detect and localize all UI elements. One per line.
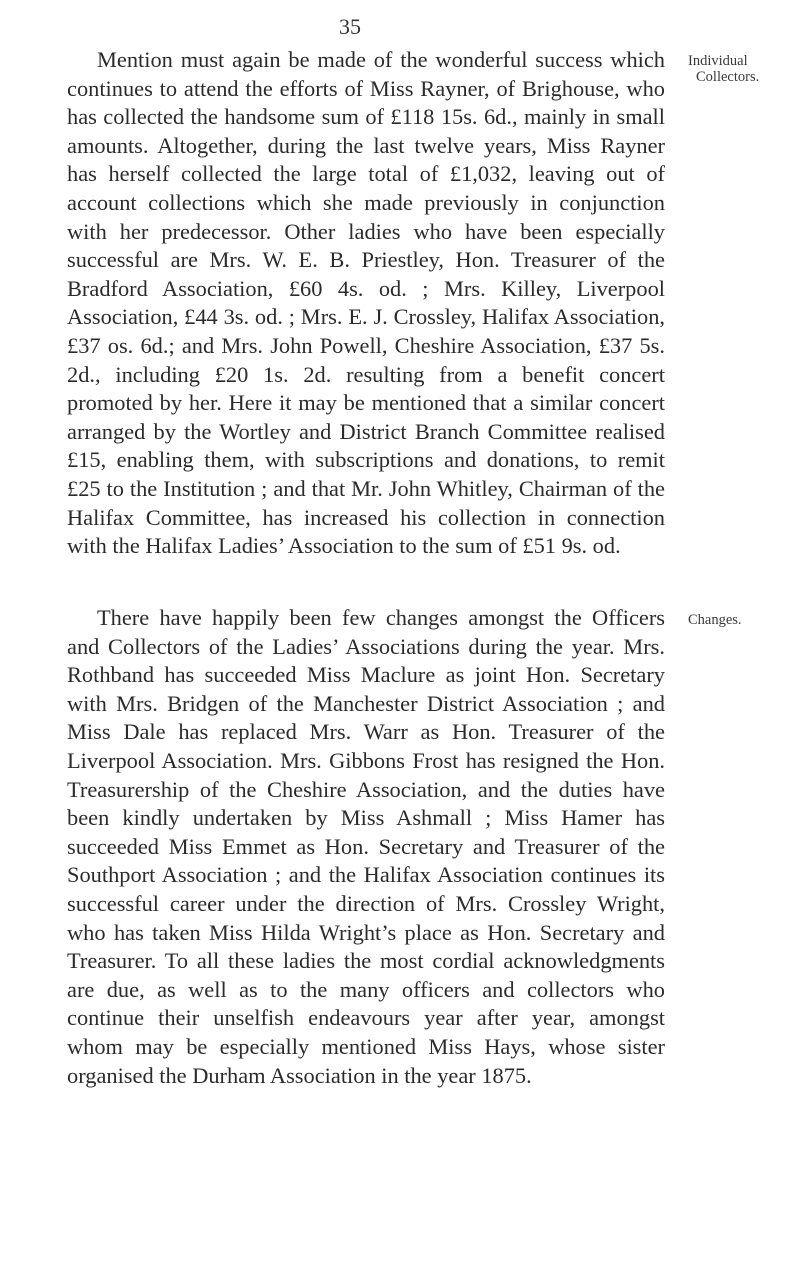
page-number: 35 — [339, 14, 361, 39]
margin-note-individual-collectors — [688, 53, 798, 85]
margin-note-line: Changes. — [688, 612, 742, 628]
paragraph-changes: There have happily been few changes amongst the Officers and Collectors of the Ladies’ Associations during the year. Mrs. Rothband has succeeded Miss Maclure as joint Hon. Secretary with Mrs. Bridgen of the Manchester District Association ; and Miss Dale has replaced Mrs. Warr as Hon. Treasurer of the Liverpool Association. Mrs. Gibbons Frost has resigned the Hon. Treasurership of the Cheshire Association, and the duties have been kindly undertaken by Miss Ashmall ; Miss Hamer has succeeded Miss Emmet as Hon. Secretary and Treasurer of the Southport Association ; and the Halifax Association continues its successful career under the direction of Mrs. Crossley Wright, who has taken Miss Hilda Wright’s place as Hon. Secretary and Treasurer. To all these ladies the most cordial acknowledgments are due, as well as to the many officers and collectors who continue their unselfish endeavours year after year, amongst whom may be especially mentioned Miss Hays, whose sister organised the Durham Association in the year 1875. — [67, 605, 665, 1088]
paragraph-individual-collectors: Mention must again be made of the wonderful success which continues to attend the efforts of Miss Rayner, of Brighouse, who has collected the handsome sum of £118 15s. 6d., mainly in small amounts. Altogether, during the last twelve years, Miss Rayner has herself collected the large total of £1,032, leaving out of account collections which she made previously in conjunction with her predecessor. Other ladies who have been especially successful are Mrs. W. E. B. Priestley, Hon. Treasurer of the Bradford Association, £60 4s. od. ; Mrs. Killey, Liverpool Association, £44 3s. od. ; Mrs. E. J. Crossley, Halifax Association, £37 os. 6d.; and Mrs. John Powell, Cheshire Association, £37 5s. 2d., including £20 1s. 2d. resulting from a benefit concert promoted by her. Here it may be mentioned that a similar concert arranged by the Wortley and District Branch Committee realised £15, enabling them, with subscriptions and donations, to remit £25 to the Institution ; and that Mr. John Whitley, Chairman of the Halifax Committee, has increased his collection in connection with the Halifax Ladies’ Association to the sum of £51 9s. od. — [67, 47, 665, 559]
margin-note-line: Collectors. — [696, 69, 760, 85]
margin-note-line: Individual — [688, 53, 748, 69]
margin-note-changes — [688, 612, 798, 628]
